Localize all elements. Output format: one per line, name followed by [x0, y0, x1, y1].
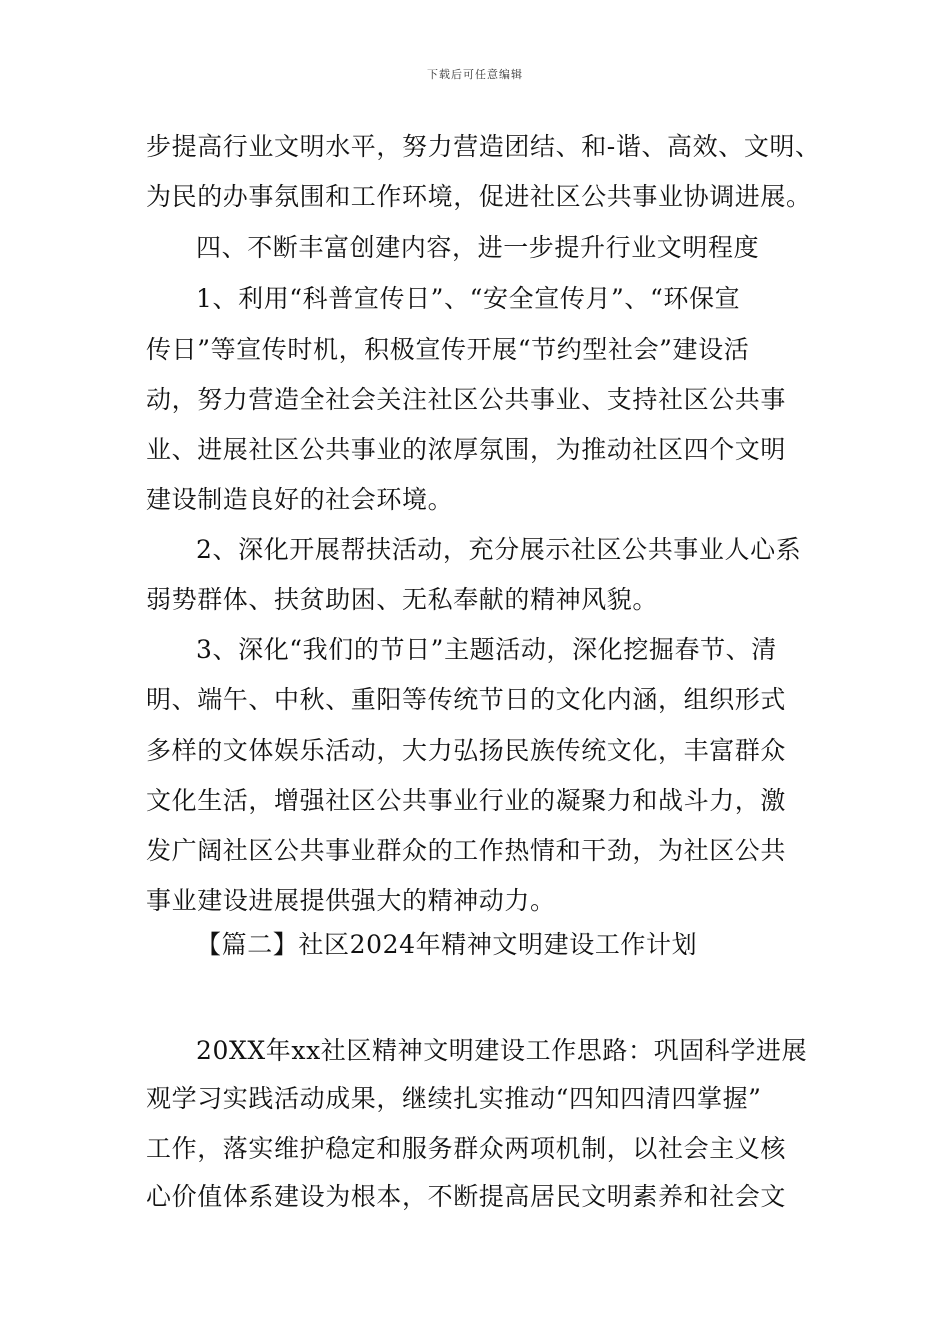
text-line: 1、利用“科普宣传日”、“安全宣传月”、“环保宣: [196, 284, 741, 313]
article-title: 【篇二】社区2024年精神文明建设工作计划: [196, 930, 698, 959]
text-line: 步提高行业文明水平，努力营造团结、和-谐、高效、文明、: [146, 132, 821, 161]
text-line: 动，努力营造全社会关注社区公共事业、支持社区公共事: [146, 385, 787, 414]
text-line: 文化生活，增强社区公共事业行业的凝聚力和战斗力，激: [146, 786, 787, 815]
text-line: 观学习实践活动成果，继续扎实推动“四知四清四掌握”: [146, 1084, 762, 1113]
text-line: 20XX年xx社区精神文明建设工作思路：巩固科学进展: [196, 1036, 808, 1065]
text-line: 为民的办事氛围和工作环境，促进社区公共事业协调进展。: [146, 182, 812, 211]
text-line: 工作，落实维护稳定和服务群众两项机制，以社会主义核: [146, 1134, 787, 1163]
text-line: 建设制造良好的社会环境。: [146, 485, 454, 514]
text-line: 多样的文体娱乐活动，大力弘扬民族传统文化，丰富群众: [146, 736, 787, 765]
text-line: 事业建设进展提供强大的精神动力。: [146, 886, 556, 915]
text-line: 传日”等宣传时机，积极宣传开展“节约型社会”建设活: [146, 335, 750, 364]
text-line: 2、深化开展帮扶活动，充分展示社区公共事业人心系: [196, 535, 802, 564]
text-line: 明、端午、中秋、重阳等传统节日的文化内涵，组织形式: [146, 685, 787, 714]
text-line: 心价值体系建设为根本，不断提高居民文明素养和社会文: [146, 1182, 787, 1211]
section-heading: 四、不断丰富创建内容，进一步提升行业文明程度: [196, 233, 760, 262]
page-header: 下载后可任意编辑: [427, 68, 523, 81]
text-line: 业、进展社区公共事业的浓厚氛围，为推动社区四个文明: [146, 435, 787, 464]
text-line: 弱势群体、扶贫助困、无私奉献的精神风貌。: [146, 585, 659, 614]
text-line: 发广阔社区公共事业群众的工作热情和干劲，为社区公共: [146, 836, 787, 865]
text-line: 3、深化“我们的节日”主题活动，深化挖掘春节、清: [196, 635, 777, 664]
